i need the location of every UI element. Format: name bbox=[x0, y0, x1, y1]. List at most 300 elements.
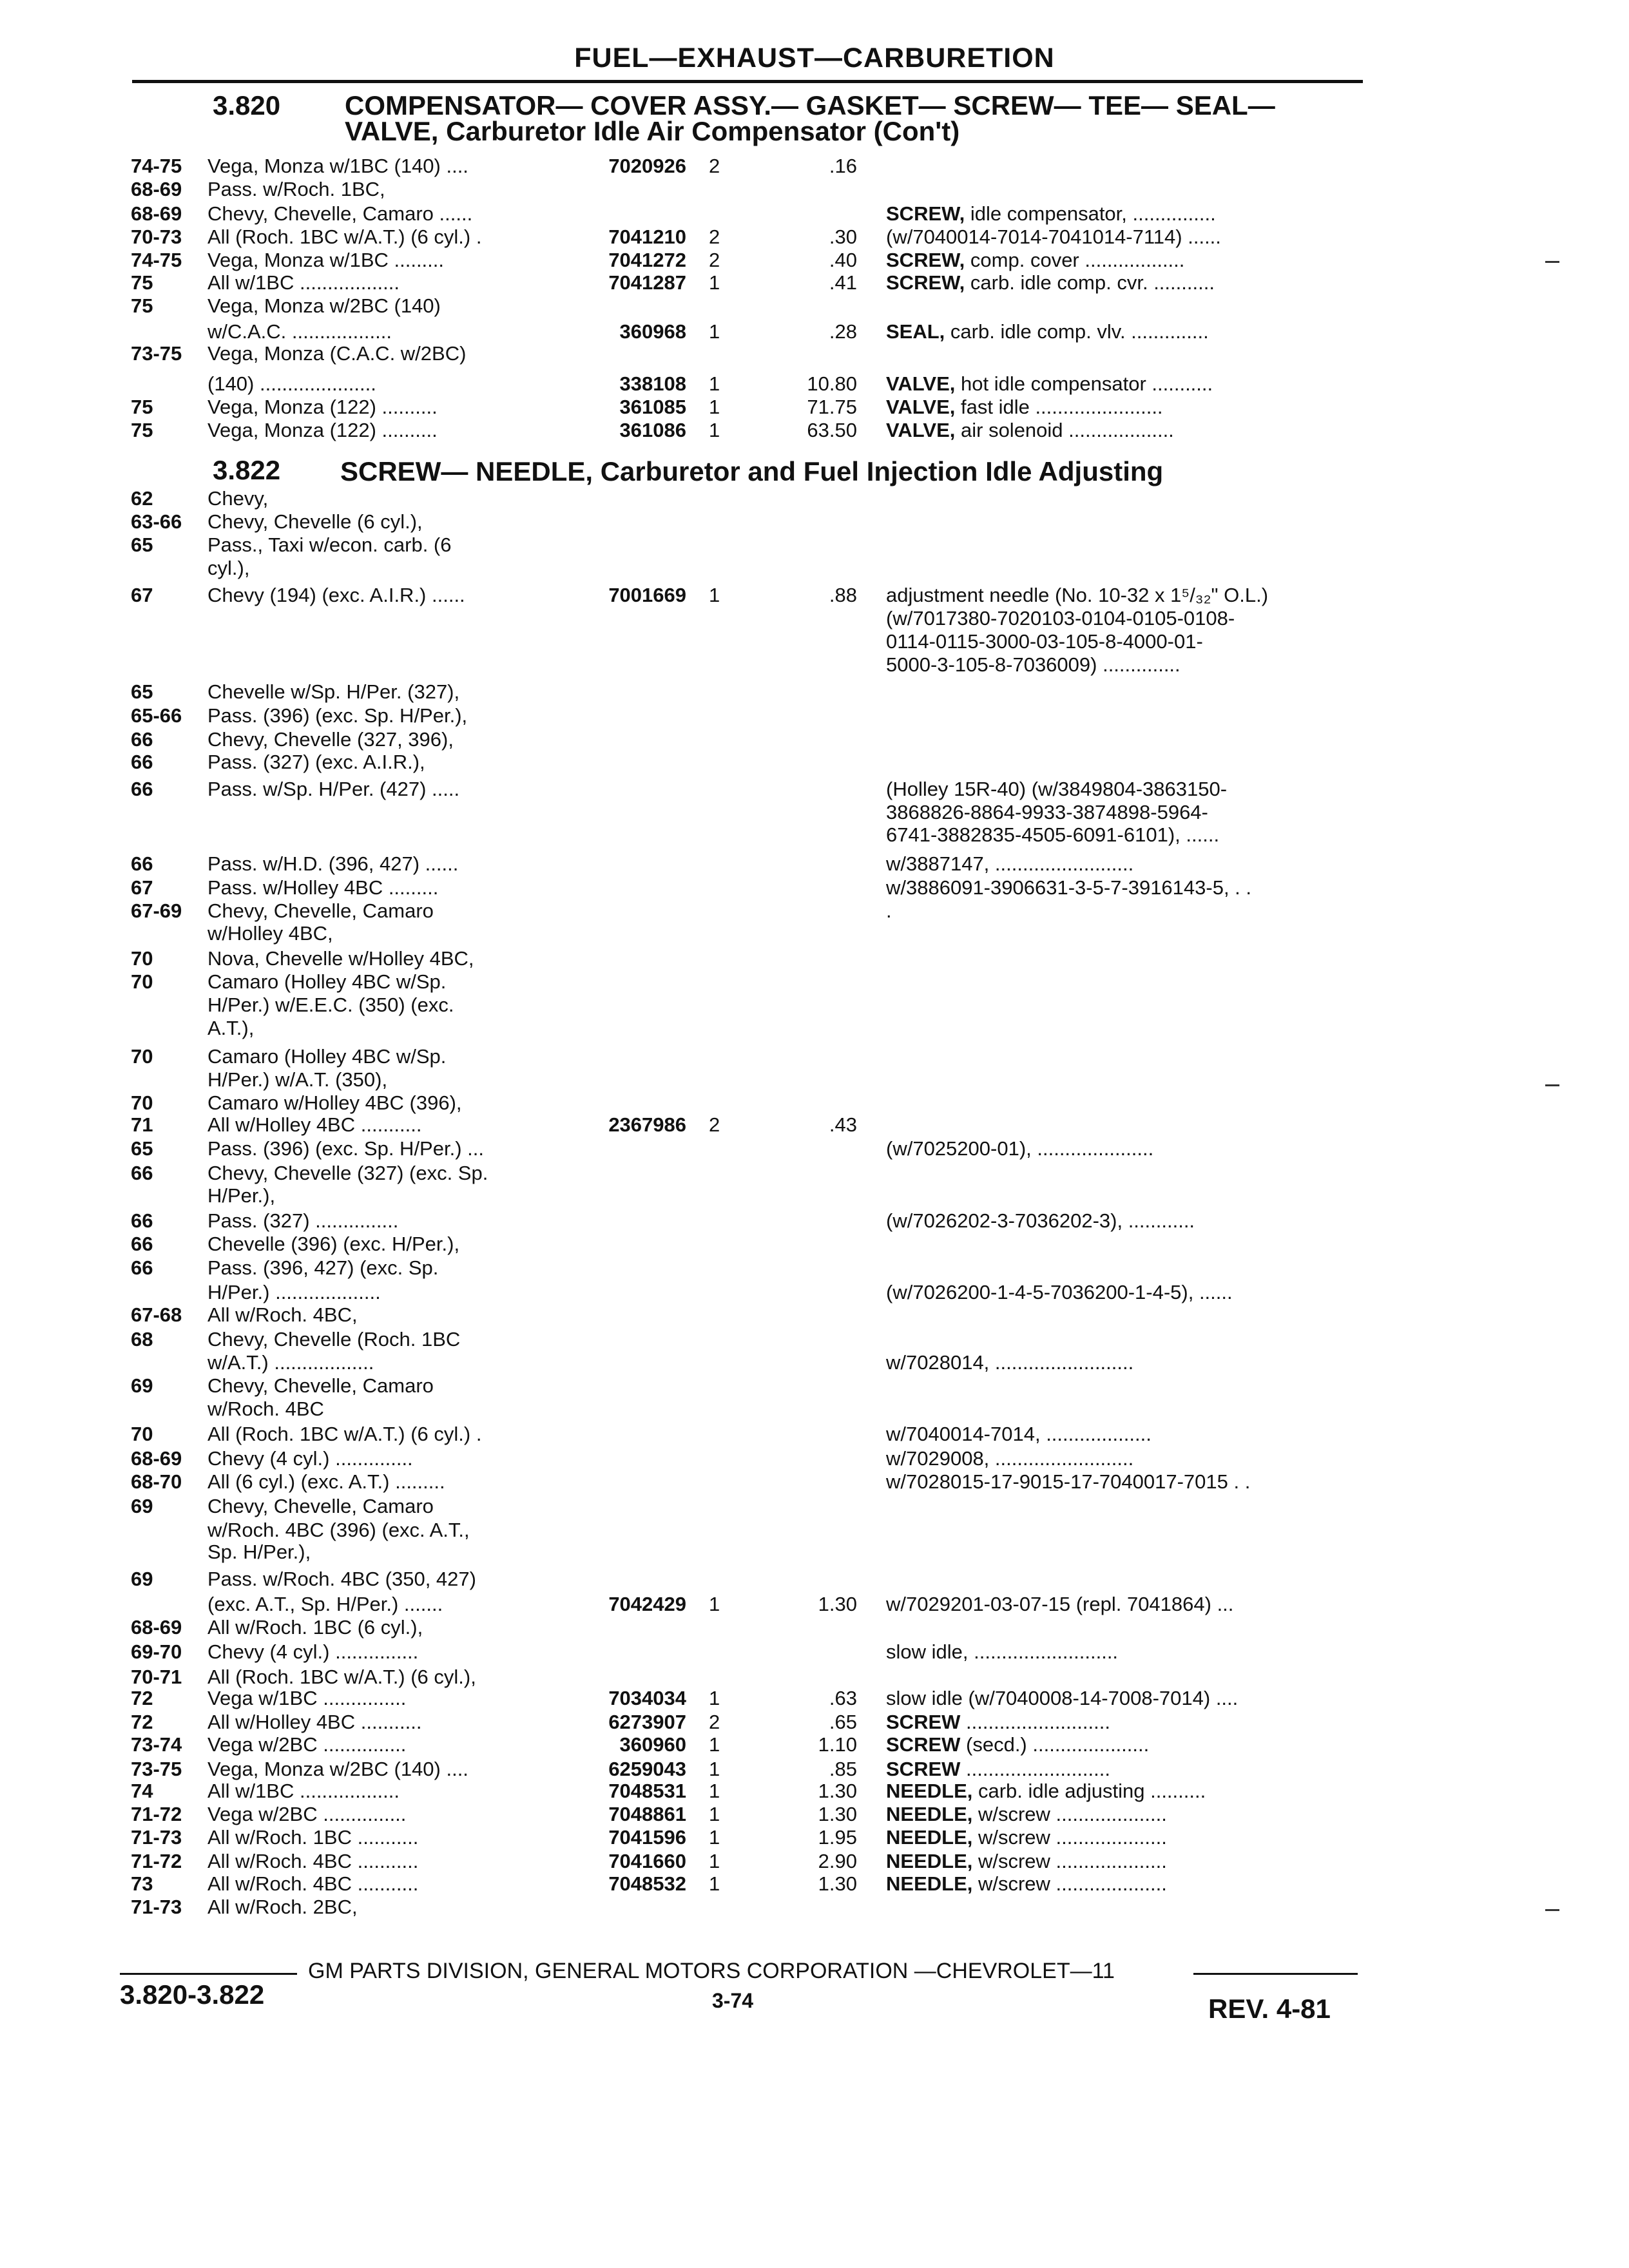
part-detail: (w/7040014-7014-7041014-7114) ...... bbox=[886, 226, 1221, 248]
vehicle-application: H/Per.) w/E.E.C. (350) (exc. bbox=[207, 994, 454, 1016]
part-description bbox=[886, 852, 1133, 876]
part-number: 7041596 bbox=[608, 1826, 686, 1849]
part-detail: 3868826-8864-9933-3874898-5964- bbox=[886, 801, 1208, 823]
part-number: 360968 bbox=[619, 320, 686, 343]
price: 1.10 bbox=[818, 1733, 857, 1756]
table-row bbox=[0, 852, 1629, 876]
margin-mark bbox=[1545, 1084, 1559, 1086]
footer-publisher: GM PARTS DIVISION, GENERAL MOTORS CORPORATION —CHEVROLET—11 bbox=[308, 1959, 1115, 1983]
section-title: SCREW— NEEDLE, Carburetor and Fuel Injection Idle Adjusting bbox=[340, 456, 1164, 486]
table-row bbox=[0, 557, 1629, 580]
price: .41 bbox=[829, 271, 857, 294]
model-year: 72 bbox=[131, 1687, 153, 1709]
part-description bbox=[886, 1137, 1153, 1160]
model-year: 65 bbox=[131, 1137, 153, 1160]
model-year: 74-75 bbox=[131, 155, 182, 177]
table-row bbox=[0, 653, 1629, 677]
price: 63.50 bbox=[807, 419, 857, 441]
part-detail: hot idle compensator ........... bbox=[961, 372, 1213, 395]
model-year: 69 bbox=[131, 1374, 153, 1397]
vehicle-application: Chevy, Chevelle, Camaro ...... bbox=[207, 202, 473, 225]
table-row bbox=[0, 630, 1629, 653]
vehicle-application: All w/Holley 4BC ........... bbox=[207, 1113, 422, 1136]
part-name: SCREW, bbox=[886, 202, 965, 225]
model-year: 66 bbox=[131, 1256, 153, 1279]
part-number: 6273907 bbox=[608, 1711, 686, 1733]
vehicle-application: Vega, Monza (122) .......... bbox=[207, 396, 438, 418]
part-description bbox=[886, 1447, 1133, 1470]
vehicle-application: Vega, Monza w/1BC ......... bbox=[207, 249, 445, 271]
table-row bbox=[0, 396, 1629, 419]
model-year: 66 bbox=[131, 728, 153, 751]
part-number: 7001669 bbox=[608, 584, 686, 606]
part-number: 7041210 bbox=[608, 226, 686, 248]
table-row bbox=[0, 1184, 1629, 1207]
part-name: SCREW bbox=[886, 1758, 961, 1780]
part-detail: w/screw .................... bbox=[978, 1803, 1167, 1825]
table-row bbox=[0, 1593, 1629, 1616]
section-title-cont: VALVE, Carburetor Idle Air Compensator (Con't) bbox=[345, 116, 960, 146]
model-year: 74-75 bbox=[131, 249, 182, 271]
vehicle-application: w/A.T.) .................. bbox=[207, 1351, 374, 1374]
table-row bbox=[0, 342, 1629, 365]
model-year: 70-71 bbox=[131, 1666, 182, 1688]
table-row bbox=[0, 1137, 1629, 1160]
table-row bbox=[0, 876, 1629, 899]
vehicle-application: Pass. (396, 427) (exc. Sp. bbox=[207, 1256, 439, 1279]
table-row bbox=[0, 1470, 1629, 1494]
part-detail: . bbox=[886, 899, 892, 922]
model-year: 70-73 bbox=[131, 226, 182, 248]
model-year: 65 bbox=[131, 680, 153, 703]
part-description bbox=[886, 1733, 1149, 1756]
model-year: 70 bbox=[131, 970, 153, 993]
part-description bbox=[886, 1281, 1233, 1304]
quantity: 1 bbox=[709, 1872, 720, 1895]
vehicle-application: All w/Roch. 1BC (6 cyl.), bbox=[207, 1616, 423, 1639]
part-number: 361085 bbox=[619, 396, 686, 418]
table-row bbox=[0, 510, 1629, 533]
part-description bbox=[886, 1593, 1233, 1616]
quantity: 1 bbox=[709, 1758, 720, 1780]
table-row bbox=[0, 1733, 1629, 1756]
model-year: 73-75 bbox=[131, 1758, 182, 1780]
table-row bbox=[0, 1640, 1629, 1664]
part-description bbox=[886, 1209, 1195, 1233]
vehicle-application: Pass. (396) (exc. Sp. H/Per.), bbox=[207, 704, 468, 727]
part-detail: carb. idle comp. vlv. .............. bbox=[950, 320, 1209, 343]
part-name: NEEDLE, bbox=[886, 1850, 973, 1872]
table-row bbox=[0, 607, 1629, 630]
part-detail: w/screw .................... bbox=[978, 1826, 1167, 1849]
model-year: 71-72 bbox=[131, 1803, 182, 1825]
vehicle-application: Pass., Taxi w/econ. carb. (6 bbox=[207, 533, 452, 556]
vehicle-application: Pass. (327) (exc. A.I.R.), bbox=[207, 751, 425, 773]
part-detail: w/7040014-7014, ................... bbox=[886, 1423, 1152, 1445]
table-row bbox=[0, 294, 1629, 318]
table-row bbox=[0, 1541, 1629, 1564]
part-detail: 5000-3-105-8-7036009) .............. bbox=[886, 653, 1181, 676]
part-description bbox=[886, 876, 1251, 899]
part-detail: (w/7026200-1-4-5-7036200-1-4-5), ...... bbox=[886, 1281, 1233, 1303]
model-year: 75 bbox=[131, 419, 153, 441]
part-detail: fast idle ....................... bbox=[961, 396, 1163, 418]
vehicle-application: All w/1BC .................. bbox=[207, 271, 400, 294]
part-name: VALVE, bbox=[886, 372, 956, 395]
part-detail: slow idle (w/7040008-14-7008-7014) .... bbox=[886, 1687, 1239, 1709]
part-detail: carb. idle comp. cvr. ........... bbox=[970, 271, 1215, 294]
vehicle-application: Chevy, Chevelle (327, 396), bbox=[207, 728, 454, 751]
section-title: COMPENSATOR— COVER ASSY.— GASKET— SCREW— TEE— SEAL— bbox=[345, 90, 1275, 120]
model-year: 68-69 bbox=[131, 1447, 182, 1470]
table-row bbox=[0, 1113, 1629, 1137]
model-year: 71-73 bbox=[131, 1896, 182, 1918]
table-row bbox=[0, 1209, 1629, 1233]
model-year: 65-66 bbox=[131, 704, 182, 727]
model-year: 66 bbox=[131, 1162, 153, 1184]
quantity: 1 bbox=[709, 1780, 720, 1802]
table-row bbox=[0, 372, 1629, 396]
part-number: 338108 bbox=[619, 372, 686, 395]
table-row bbox=[0, 1068, 1629, 1091]
part-detail: 6741-3882835-4505-6091-6101), ...... bbox=[886, 823, 1220, 846]
part-name: NEEDLE, bbox=[886, 1872, 973, 1895]
table-row bbox=[0, 1045, 1629, 1068]
table-row bbox=[0, 1017, 1629, 1040]
part-number: 6259043 bbox=[608, 1758, 686, 1780]
footer-section-range: 3.820-3.822 bbox=[120, 1979, 265, 2010]
vehicle-application: Chevy, Chevelle, Camaro bbox=[207, 1374, 434, 1397]
price: 1.95 bbox=[818, 1826, 857, 1849]
table-row bbox=[0, 947, 1629, 970]
table-row bbox=[0, 1872, 1629, 1896]
vehicle-application: Chevy, Chevelle, Camaro bbox=[207, 899, 434, 922]
vehicle-application: Pass. w/Roch. 1BC, bbox=[207, 178, 385, 200]
part-description bbox=[886, 607, 1235, 630]
price: 1.30 bbox=[818, 1780, 857, 1802]
vehicle-application: All w/Roch. 4BC ........... bbox=[207, 1872, 419, 1895]
model-year: 70 bbox=[131, 1423, 153, 1445]
table-row bbox=[0, 419, 1629, 442]
part-number: 361086 bbox=[619, 419, 686, 441]
part-detail: (w/7025200-01), ..................... bbox=[886, 1137, 1154, 1160]
vehicle-application: Pass. (396) (exc. Sp. H/Per.) ... bbox=[207, 1137, 484, 1160]
part-description bbox=[886, 1872, 1167, 1896]
vehicle-application: cyl.), bbox=[207, 557, 250, 579]
table-row bbox=[0, 1447, 1629, 1470]
table-row bbox=[0, 1281, 1629, 1304]
price: .16 bbox=[829, 155, 857, 177]
part-detail: adjustment needle (No. 10-32 x 1⁵/₃₂" O.L.) bbox=[886, 584, 1269, 606]
model-year: 70 bbox=[131, 1045, 153, 1068]
quantity: 1 bbox=[709, 271, 720, 294]
table-row bbox=[0, 1162, 1629, 1185]
part-name: SCREW, bbox=[886, 249, 965, 271]
vehicle-application: Pass. (327) ............... bbox=[207, 1209, 399, 1232]
vehicle-application: Chevelle (396) (exc. H/Per.), bbox=[207, 1233, 460, 1255]
vehicle-application: Vega, Monza w/2BC (140) .... bbox=[207, 1758, 468, 1780]
table-row bbox=[0, 1423, 1629, 1446]
model-year: 66 bbox=[131, 1209, 153, 1232]
section-number: 3.820 bbox=[213, 90, 281, 120]
price: 2.90 bbox=[818, 1850, 857, 1872]
vehicle-application: H/Per.), bbox=[207, 1184, 276, 1207]
part-detail: (w/7026202-3-7036202-3), ............ bbox=[886, 1209, 1195, 1232]
quantity: 1 bbox=[709, 1826, 720, 1849]
part-number: 2367986 bbox=[608, 1113, 686, 1136]
vehicle-application: All (Roch. 1BC w/A.T.) (6 cyl.), bbox=[207, 1666, 476, 1688]
part-detail: 0114-0115-3000-03-105-8-4000-01- bbox=[886, 630, 1203, 653]
part-description bbox=[886, 1780, 1206, 1803]
part-description bbox=[886, 584, 1268, 607]
quantity: 1 bbox=[709, 372, 720, 395]
quantity: 1 bbox=[709, 396, 720, 418]
vehicle-application: w/C.A.C. .................. bbox=[207, 320, 392, 343]
vehicle-application: All (Roch. 1BC w/A.T.) (6 cyl.) . bbox=[207, 1423, 482, 1445]
model-year: 67 bbox=[131, 584, 153, 606]
part-detail: idle compensator, ............... bbox=[970, 202, 1216, 225]
vehicle-application: Chevy, Chevelle (6 cyl.), bbox=[207, 510, 423, 533]
margin-mark bbox=[1545, 1909, 1559, 1911]
part-number: 7041287 bbox=[608, 271, 686, 294]
part-detail: w/screw .................... bbox=[978, 1850, 1167, 1872]
table-row bbox=[0, 1666, 1629, 1689]
part-description bbox=[886, 899, 892, 923]
price: .40 bbox=[829, 249, 857, 271]
price: 1.30 bbox=[818, 1872, 857, 1895]
table-row bbox=[0, 1374, 1629, 1398]
quantity: 1 bbox=[709, 419, 720, 441]
vehicle-application: Vega, Monza w/1BC (140) .... bbox=[207, 155, 468, 177]
table-row bbox=[0, 1091, 1629, 1115]
table-row bbox=[0, 823, 1629, 847]
part-number: 7042429 bbox=[608, 1593, 686, 1615]
table-row bbox=[0, 728, 1629, 751]
table-row bbox=[0, 1687, 1629, 1710]
price: .65 bbox=[829, 1711, 857, 1733]
vehicle-application: All (6 cyl.) (exc. A.T.) ......... bbox=[207, 1470, 445, 1493]
model-year: 63-66 bbox=[131, 510, 182, 533]
vehicle-application: Chevy, bbox=[207, 487, 269, 510]
vehicle-application: (140) ..................... bbox=[207, 372, 376, 395]
table-row bbox=[0, 1803, 1629, 1826]
model-year: 69-70 bbox=[131, 1640, 182, 1663]
price: 1.30 bbox=[818, 1593, 857, 1615]
part-description bbox=[886, 653, 1181, 677]
vehicle-application: Chevy (194) (exc. A.I.R.) ...... bbox=[207, 584, 465, 606]
vehicle-application: Nova, Chevelle w/Holley 4BC, bbox=[207, 947, 474, 970]
table-row bbox=[0, 680, 1629, 704]
table-row bbox=[0, 1519, 1629, 1542]
vehicle-application: Pass. w/Sp. H/Per. (427) ..... bbox=[207, 778, 460, 800]
quantity: 2 bbox=[709, 226, 720, 248]
table-row bbox=[0, 1850, 1629, 1873]
part-description bbox=[886, 778, 1227, 801]
table-row bbox=[0, 533, 1629, 557]
vehicle-application: Pass. w/Roch. 4BC (350, 427) bbox=[207, 1568, 476, 1590]
vehicle-application: w/Roch. 4BC bbox=[207, 1398, 324, 1420]
table-row bbox=[0, 922, 1629, 945]
part-name: NEEDLE, bbox=[886, 1780, 973, 1802]
table-row bbox=[0, 487, 1629, 510]
quantity: 1 bbox=[709, 1733, 720, 1756]
price: .63 bbox=[829, 1687, 857, 1709]
table-row bbox=[0, 801, 1629, 824]
vehicle-application: Sp. H/Per.), bbox=[207, 1541, 311, 1563]
table-row bbox=[0, 249, 1629, 272]
price: 71.75 bbox=[807, 396, 857, 418]
model-year: 72 bbox=[131, 1711, 153, 1733]
vehicle-application: All w/Holley 4BC ........... bbox=[207, 1711, 422, 1733]
model-year: 66 bbox=[131, 852, 153, 875]
model-year: 67-68 bbox=[131, 1303, 182, 1326]
model-year: 68-70 bbox=[131, 1470, 182, 1493]
part-description bbox=[886, 271, 1215, 294]
price: .85 bbox=[829, 1758, 857, 1780]
table-row bbox=[0, 178, 1629, 201]
revision-label: REV. 4-81 bbox=[1208, 1994, 1331, 2024]
vehicle-application: All (Roch. 1BC w/A.T.) (6 cyl.) . bbox=[207, 226, 482, 248]
part-name: NEEDLE, bbox=[886, 1803, 973, 1825]
quantity: 1 bbox=[709, 320, 720, 343]
part-description bbox=[886, 801, 1208, 824]
part-description bbox=[886, 1423, 1152, 1446]
part-description bbox=[886, 1351, 1133, 1374]
page-header: FUEL—EXHAUST—CARBURETION bbox=[574, 43, 1055, 73]
part-detail: (Holley 15R-40) (w/3849804-3863150- bbox=[886, 778, 1228, 800]
part-name: NEEDLE, bbox=[886, 1826, 973, 1849]
table-row bbox=[0, 1896, 1629, 1919]
model-year: 71-73 bbox=[131, 1826, 182, 1849]
model-year: 70 bbox=[131, 947, 153, 970]
table-row bbox=[0, 155, 1629, 178]
vehicle-application: Camaro (Holley 4BC w/Sp. bbox=[207, 1045, 447, 1068]
vehicle-application: Vega w/2BC ............... bbox=[207, 1803, 407, 1825]
quantity: 2 bbox=[709, 249, 720, 271]
vehicle-application: Chevelle w/Sp. H/Per. (327), bbox=[207, 680, 460, 703]
part-number: 7041272 bbox=[608, 249, 686, 271]
vehicle-application: Vega, Monza (C.A.C. w/2BC) bbox=[207, 342, 467, 365]
header-rule bbox=[132, 80, 1363, 83]
part-description bbox=[886, 1711, 1110, 1734]
part-detail: (secd.) ..................... bbox=[966, 1733, 1150, 1756]
part-detail: slow idle, .......................... bbox=[886, 1640, 1119, 1663]
price: .88 bbox=[829, 584, 857, 606]
model-year: 66 bbox=[131, 778, 153, 800]
model-year: 66 bbox=[131, 1233, 153, 1255]
price: .30 bbox=[829, 226, 857, 248]
table-row bbox=[0, 1780, 1629, 1803]
table-row bbox=[0, 994, 1629, 1017]
quantity: 2 bbox=[709, 1711, 720, 1733]
footer-rule bbox=[1193, 1973, 1358, 1975]
table-row bbox=[0, 1711, 1629, 1734]
vehicle-application: Chevy (4 cyl.) ............... bbox=[207, 1640, 419, 1663]
model-year: 70 bbox=[131, 1091, 153, 1114]
table-row bbox=[0, 1758, 1629, 1781]
part-name: SCREW bbox=[886, 1733, 961, 1756]
part-description bbox=[886, 1803, 1167, 1826]
vehicle-application: Vega, Monza w/2BC (140) bbox=[207, 294, 441, 317]
table-row bbox=[0, 1303, 1629, 1327]
quantity: 2 bbox=[709, 155, 720, 177]
vehicle-application: Chevy, Chevelle (327) (exc. Sp. bbox=[207, 1162, 488, 1184]
vehicle-application: All w/Roch. 1BC ........... bbox=[207, 1826, 419, 1849]
table-row bbox=[0, 271, 1629, 294]
model-year: 73-74 bbox=[131, 1733, 182, 1756]
part-description bbox=[886, 419, 1174, 442]
part-description bbox=[886, 630, 1203, 653]
part-name: SCREW, bbox=[886, 271, 965, 294]
part-description bbox=[886, 823, 1219, 847]
model-year: 68 bbox=[131, 1328, 153, 1350]
part-detail: w/screw .................... bbox=[978, 1872, 1167, 1895]
table-row bbox=[0, 1351, 1629, 1374]
part-detail: (w/7017380-7020103-0104-0105-0108- bbox=[886, 607, 1235, 629]
table-row bbox=[0, 751, 1629, 774]
model-year: 65 bbox=[131, 533, 153, 556]
table-row bbox=[0, 1495, 1629, 1518]
quantity: 1 bbox=[709, 1687, 720, 1709]
page-number: 3-74 bbox=[712, 1989, 754, 2012]
model-year: 68-69 bbox=[131, 1616, 182, 1639]
price: 1.30 bbox=[818, 1803, 857, 1825]
model-year: 66 bbox=[131, 751, 153, 773]
part-number: 7041660 bbox=[608, 1850, 686, 1872]
quantity: 1 bbox=[709, 1803, 720, 1825]
price: .43 bbox=[829, 1113, 857, 1136]
margin-mark bbox=[1545, 261, 1559, 263]
part-description bbox=[886, 202, 1216, 226]
quantity: 1 bbox=[709, 584, 720, 606]
part-number: 7020926 bbox=[608, 155, 686, 177]
part-description bbox=[886, 396, 1163, 419]
part-name: VALVE, bbox=[886, 419, 956, 441]
part-description bbox=[886, 1640, 1118, 1664]
vehicle-application: w/Roch. 4BC (396) (exc. A.T., bbox=[207, 1519, 470, 1541]
section-number: 3.822 bbox=[213, 455, 281, 485]
part-description bbox=[886, 1687, 1238, 1710]
vehicle-application: A.T.), bbox=[207, 1017, 255, 1039]
vehicle-application: All w/Roch. 4BC, bbox=[207, 1303, 358, 1326]
part-description bbox=[886, 1850, 1167, 1873]
quantity: 2 bbox=[709, 1113, 720, 1136]
table-row bbox=[0, 226, 1629, 249]
model-year: 73 bbox=[131, 1872, 153, 1895]
table-row bbox=[0, 584, 1629, 607]
model-year: 75 bbox=[131, 294, 153, 317]
vehicle-application: Vega w/2BC ............... bbox=[207, 1733, 407, 1756]
quantity: 1 bbox=[709, 1850, 720, 1872]
table-row bbox=[0, 899, 1629, 923]
model-year: 74 bbox=[131, 1780, 153, 1802]
vehicle-application: All w/Roch. 4BC ........... bbox=[207, 1850, 419, 1872]
table-row bbox=[0, 1328, 1629, 1351]
vehicle-application: All w/1BC .................. bbox=[207, 1780, 400, 1802]
model-year: 67 bbox=[131, 876, 153, 899]
part-number: 7048531 bbox=[608, 1780, 686, 1802]
table-row bbox=[0, 1616, 1629, 1639]
model-year: 69 bbox=[131, 1495, 153, 1517]
part-detail: w/7028014, ......................... bbox=[886, 1351, 1134, 1374]
model-year: 75 bbox=[131, 271, 153, 294]
part-description bbox=[886, 1826, 1167, 1849]
vehicle-application: Pass. w/H.D. (396, 427) ...... bbox=[207, 852, 459, 875]
part-name: VALVE, bbox=[886, 396, 956, 418]
table-row bbox=[0, 1256, 1629, 1280]
table-row bbox=[0, 202, 1629, 226]
part-name: SEAL, bbox=[886, 320, 945, 343]
